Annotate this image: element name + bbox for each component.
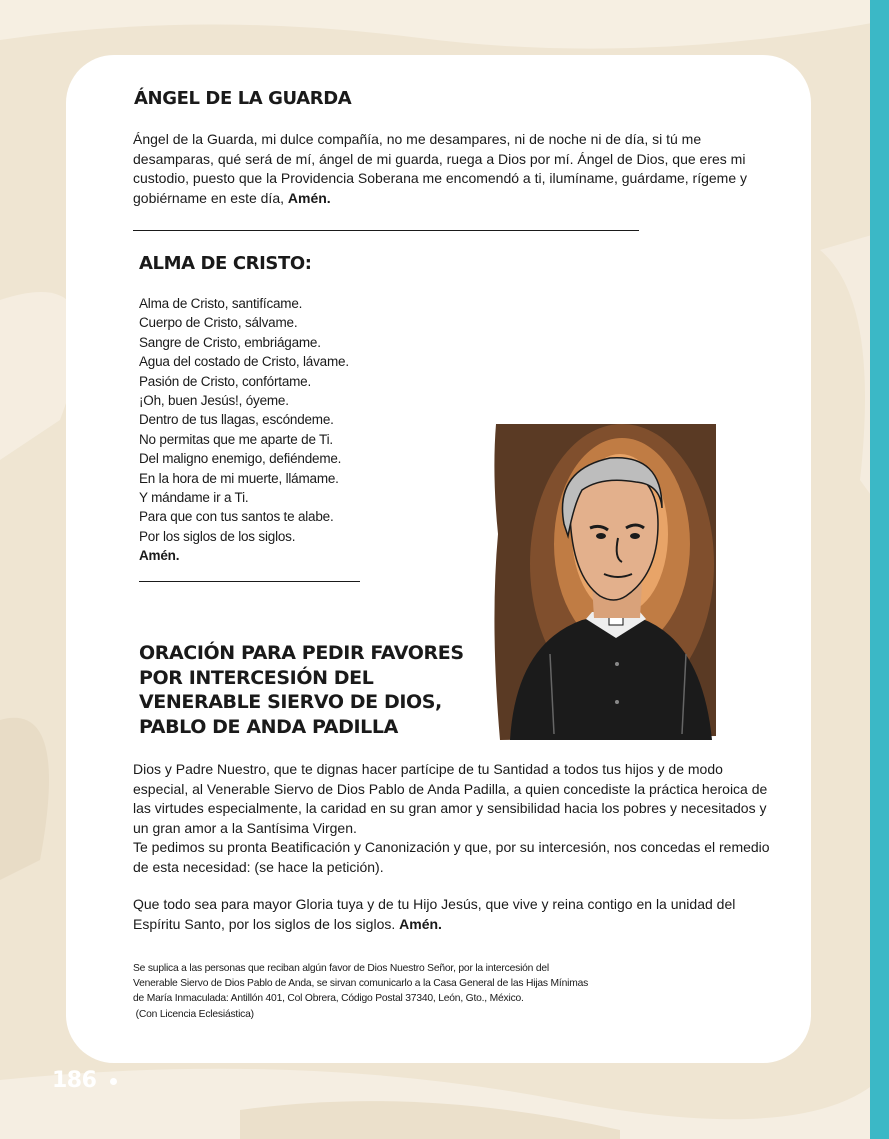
- poem-line: No permitas que me aparte de Ti.: [139, 431, 333, 447]
- poem-line: Para que con tus santos te alabe.: [139, 509, 334, 525]
- oracion-body: [133, 760, 773, 877]
- divider-line-short: [139, 581, 360, 582]
- poem-line: Agua del costado de Cristo, lávame.: [139, 354, 349, 370]
- poem-line: Dentro de tus llagas, escóndeme.: [139, 412, 334, 428]
- oracion-title-line: ORACIÓN PARA PEDIR FAVORES: [139, 642, 464, 664]
- oracion-amen: Amén.: [399, 915, 442, 932]
- oracion-title-line: PABLO DE ANDA PADILLA: [139, 715, 398, 738]
- oracion-title: [139, 641, 469, 739]
- page-number-dot: [110, 1078, 117, 1085]
- oracion-paragraph: Dios y Padre Nuestro, que te dignas hacer partícipe de tu Santidad a todos tus hijos y de modo especial, al Venerable Siervo de Dios Pablo de Anda Padilla, a quien concediste la práctica heroica de las virtudes especialmente, la caridad en su gran amor y sensibilidad hacia los pobres y necesitados y un gran amor a la Santísima Virgen.: [133, 761, 768, 836]
- poem-line: Alma de Cristo, santifícame.: [139, 296, 303, 311]
- footnote-line: (Con Licencia Eclesiástica): [133, 1008, 254, 1020]
- side-accent-bar: [870, 0, 889, 1139]
- footnote-line: Venerable Siervo de Dios Pablo de Anda, se sirvan comunicarlo a la Casa General de las Hijas Mínimas: [133, 978, 589, 990]
- poem-line: En la hora de mi muerte, llámame.: [139, 470, 339, 486]
- poem-line: Cuerpo de Cristo, sálvame.: [139, 315, 298, 331]
- footnote: [133, 961, 693, 1022]
- alma-title: ALMA DE CRISTO:: [139, 253, 312, 274]
- poem-line: Por los siglos de los siglos.: [139, 528, 296, 544]
- angel-prayer-text: Ángel de la Guarda, mi dulce compañía, no me desampares, ni de noche ni de día, si tú me desamparas, qué será de mí, ángel de mi guarda, ruega a Dios por mí. Ángel de Dios, que eres mi custodio, puesto que la Providencia Soberana me encomendó a ti, ilumíname, guárdame, rígeme y gobiérname en este día,: [133, 131, 748, 206]
- angel-amen: Amén.: [287, 189, 331, 206]
- angel-title: ÁNGEL DE LA GUARDA: [134, 88, 352, 109]
- footnote-line: de María Inmaculada: Antillón 401, Col Obrera, Código Postal 37340, León, Gto., México.: [133, 993, 524, 1005]
- oracion-title-line: POR INTERCESIÓN DEL: [139, 666, 374, 689]
- poem-line: Del maligno enemigo, defiéndeme.: [139, 451, 342, 467]
- poem-line: ¡Oh, buen Jesús!, óyeme.: [139, 393, 289, 409]
- alma-amen: Amén.: [139, 548, 180, 564]
- alma-prayer-lines: [139, 294, 349, 566]
- poem-line: Y mándame ir a Ti.: [139, 490, 249, 506]
- poem-line: Sangre de Cristo, embriágame.: [139, 334, 321, 350]
- oracion-paragraph: Te pedimos su pronta Beatificación y Canonización y que, por su intercesión, nos concedas el remedio de esta necesidad: (se hace la petición).: [133, 839, 770, 875]
- content-card: [66, 55, 811, 1063]
- page-number: 186: [52, 1068, 97, 1093]
- priest-portrait-illustration: [490, 424, 718, 740]
- divider-line: [133, 230, 639, 231]
- oracion-closing: [133, 895, 773, 934]
- poem-line: Pasión de Cristo, confórtame.: [139, 373, 312, 389]
- footnote-line: Se suplica a las personas que reciban algún favor de Dios Nuestro Señor, por la intercesión del: [133, 963, 550, 974]
- oracion-title-line: VENERABLE SIERVO DE DIOS,: [139, 691, 442, 713]
- oracion-closing-text: Que todo sea para mayor Gloria tuya y de tu Hijo Jesús, que vive y reina contigo en la unidad del Espíritu Santo, por los siglos de los siglos.: [133, 896, 736, 932]
- angel-prayer: [133, 130, 763, 208]
